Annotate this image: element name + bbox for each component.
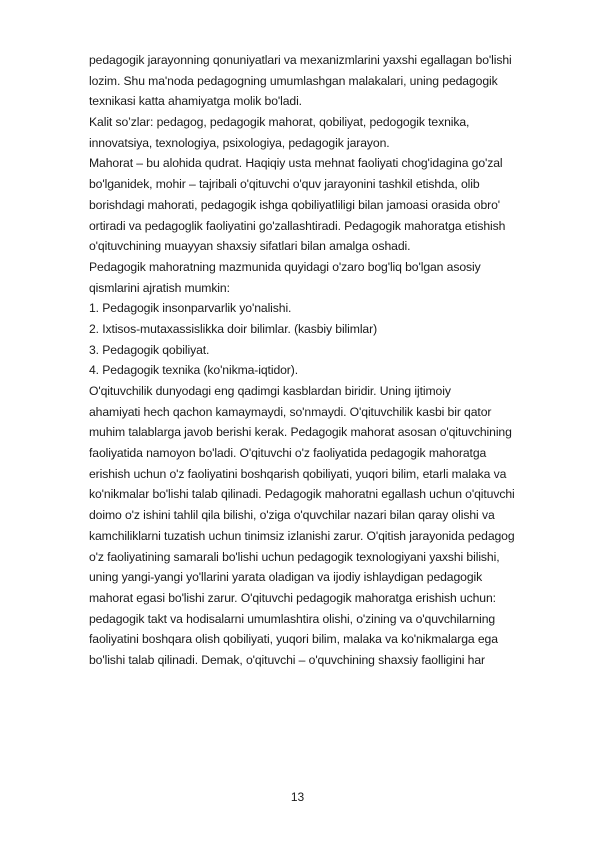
page-number: 13 (290, 790, 305, 804)
text-line: pedagogik takt va hodisalarni umumlashtira olishi, o'zining va o'quvchilarning (89, 611, 496, 626)
text-line: bo'lishi talab qilinadi. Demak, o'qituvchi – o'quvchining shaxsiy faolligini har (89, 652, 485, 667)
text-line: pedagogik jarayonning qonuniyatlari va mexanizmlarini yaxshi egallagan bo'lishi (89, 53, 512, 67)
text-line: lozim. Shu ma'noda pedagogning umumlashgan malakalari, uning pedagogik (89, 73, 498, 88)
text-line: bo'lganidek, mohir – tajribali o'qituvchi o'quv jarayonini tashkil etishda, olib (89, 177, 480, 192)
text-line: 3. Pedagogik qobiliyat. (89, 342, 210, 357)
text-line: Mahorat – bu alohida qudrat. Haqiqiy usta mehnat faoliyati chog'idagina go'zal (89, 156, 503, 171)
text-line: erishish uchun o'z faoliyatini boshqarish qobiliyati, yuqori bilim, etarli malaka va (89, 466, 507, 481)
text-line: ahamiyati hech qachon kamaymaydi, so'nmaydi. O'qituvchilik kasbi bir qator (89, 404, 492, 419)
text-line: o'z faoliyatining samarali bo'lishi uchun pedagogik texnologiyani yaxshi bilishi, (89, 549, 500, 564)
text-line: kamchiliklarni tuzatish uchun tinimsiz izlanishi zarur. O'qitish jarayonida pedagog (89, 528, 515, 543)
text-line: Pedagogik mahoratning mazmunida quyidagi o'zaro bog'liq bo'lgan asosiy (89, 259, 481, 274)
body-text (89, 50, 559, 671)
text-line: o'qituvchining muayyan shaxsiy sifatlari bilan amalga oshadi. (89, 239, 411, 254)
text-line: borishdagi mahorati, pedagogik ishga qobiliyatliligi bilan jamoasi orasida obro' (89, 197, 500, 212)
text-line: qismlarini ajratish mumkin: (89, 280, 230, 295)
text-line: Kalit so’zlar: pedagog, pedagogik mahorat, qobiliyat, pedogogik texnika, (89, 115, 470, 130)
text-line: O'qituvchilik dunyodagi eng qadimgi kasblardan biridir. Uning ijtimoiy (89, 384, 451, 398)
text-line: ortiradi va pedagoglik faoliyatini go'zallashtiradi. Pedagogik mahoratga etishish (89, 218, 506, 233)
text-line: 1. Pedagogik insonparvarlik yo'nalishi. (89, 301, 292, 316)
text-line: 4. Pedagogik texnika (ko'nikma-iqtidor). (89, 363, 299, 378)
text-line: faoliyatida namoyon bo'ladi. O'qituvchi o'z faoliyatida pedagogik mahoratga (89, 446, 487, 461)
text-line: muhim talablarga javob berishi kerak. Pedagogik mahorat asosan o'qituvchining (89, 425, 512, 440)
text-line: ko'nikmalar bo'lishi talab qilinadi. Pedagogik mahoratni egallash uchun o'qituvchi (89, 487, 515, 502)
text-line: doimo o'z ishini tahlil qila bilishi, o'ziga o'quvchilar nazari bilan qaray olishi va (89, 508, 495, 523)
text-line: innovatsiya, texnologiya, psixologiya, pedagogik jarayon. (89, 135, 390, 150)
text-line: uning yangi-yangi yo'llarini yarata oladigan va ijodiy ishlaydigan pedagogik (89, 570, 483, 585)
text-line: texnikasi katta ahamiyatga molik bo'ladi. (89, 94, 302, 109)
text-line: faoliyatini boshqara olish qobiliyati, yuqori bilim, malaka va ko'nikmalarga ega (89, 632, 498, 647)
text-line: 2. Ixtisos-mutaxassislikka doir bilimlar. (kasbiy bilimlar) (89, 321, 378, 336)
text-line: mahorat egasi bo'lishi zarur. O'qituvchi pedagogik mahoratga erishish uchun: (89, 590, 496, 605)
